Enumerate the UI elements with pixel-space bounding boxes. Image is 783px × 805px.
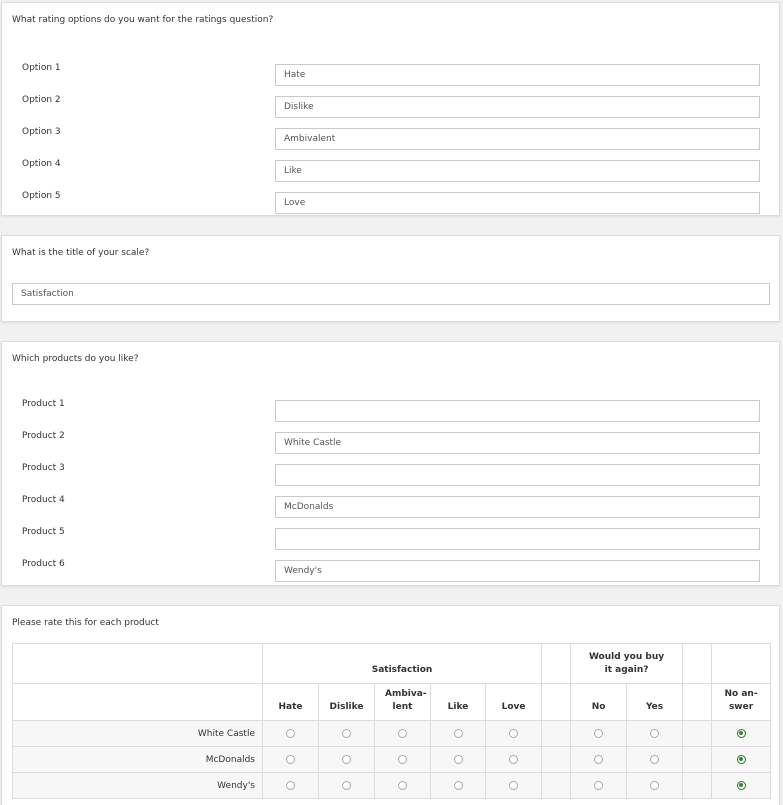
matrix-corner-2 <box>13 684 263 721</box>
radio-yes[interactable] <box>650 729 659 738</box>
radio-love[interactable] <box>509 755 518 764</box>
option-1-input[interactable]: Hate <box>275 64 760 86</box>
col-love: Love <box>486 684 542 721</box>
radio-hate[interactable] <box>286 729 295 738</box>
product-1-label: Product 1 <box>22 399 65 409</box>
spacer-cell <box>542 684 571 721</box>
product-4-input[interactable]: McDonalds <box>275 496 760 518</box>
satisfaction-group-header: Satisfaction <box>263 644 542 684</box>
radio-dislike[interactable] <box>342 781 351 790</box>
option-row <box>2 95 779 117</box>
col-ambivalent: Ambiva-lent <box>375 684 431 721</box>
option-row <box>2 191 779 213</box>
radio-hate[interactable] <box>286 755 295 764</box>
radio-like[interactable] <box>454 729 463 738</box>
product-4-label: Product 4 <box>22 495 65 505</box>
radio-no-answer[interactable] <box>737 755 746 764</box>
radio-like[interactable] <box>454 755 463 764</box>
radio-no-answer[interactable] <box>737 781 746 790</box>
radio-no[interactable] <box>594 755 603 764</box>
radio-no[interactable] <box>594 781 603 790</box>
spacer-cell <box>683 644 712 684</box>
buy-again-group-header: Would you buy it again? <box>571 644 683 684</box>
option-3-input[interactable]: Ambivalent <box>275 128 760 150</box>
spacer-cell <box>542 747 571 773</box>
spacer-cell <box>683 721 712 747</box>
product-3-input[interactable] <box>275 464 760 486</box>
option-5-input[interactable]: Love <box>275 192 760 214</box>
product-row <box>2 399 779 421</box>
rating-matrix-question: Please rate this for each product <box>12 618 159 628</box>
matrix-corner <box>13 644 263 684</box>
option-4-input[interactable]: Like <box>275 160 760 182</box>
product-5-label: Product 5 <box>22 527 65 537</box>
rating-matrix-card <box>1 605 780 805</box>
option-1-label: Option 1 <box>22 63 61 73</box>
scale-title-input[interactable]: Satisfaction <box>12 283 770 305</box>
col-no-answer: No an-swer <box>712 684 771 721</box>
option-2-input[interactable]: Dislike <box>275 96 760 118</box>
option-4-label: Option 4 <box>22 159 61 169</box>
product-3-label: Product 3 <box>22 463 65 473</box>
product-1-input[interactable] <box>275 400 760 422</box>
products-question: Which products do you like? <box>12 354 139 364</box>
radio-love[interactable] <box>509 781 518 790</box>
product-row <box>2 431 779 453</box>
radio-dislike[interactable] <box>342 729 351 738</box>
product-2-input[interactable]: White Castle <box>275 432 760 454</box>
col-hate: Hate <box>263 684 319 721</box>
option-3-label: Option 3 <box>22 127 61 137</box>
rating-options-card <box>1 2 780 216</box>
radio-no-answer[interactable] <box>737 729 746 738</box>
spacer-cell <box>542 773 571 799</box>
product-6-label: Product 6 <box>22 559 65 569</box>
table-row <box>13 773 771 799</box>
product-row <box>2 463 779 485</box>
option-5-label: Option 5 <box>22 191 61 201</box>
rating-options-question: What rating options do you want for the ratings question? <box>12 15 274 25</box>
no-answer-group-header <box>712 644 771 684</box>
radio-ambivalent[interactable] <box>398 755 407 764</box>
radio-hate[interactable] <box>286 781 295 790</box>
option-row <box>2 127 779 149</box>
products-card <box>1 341 780 586</box>
spacer-cell <box>683 684 712 721</box>
radio-no[interactable] <box>594 729 603 738</box>
table-row <box>13 721 771 747</box>
spacer-cell <box>683 747 712 773</box>
radio-ambivalent[interactable] <box>398 781 407 790</box>
option-2-label: Option 2 <box>22 95 61 105</box>
row-product-label: McDonalds <box>13 747 263 773</box>
table-row <box>13 747 771 773</box>
row-product-label: White Castle <box>13 721 263 747</box>
product-5-input[interactable] <box>275 528 760 550</box>
product-2-label: Product 2 <box>22 431 65 441</box>
col-like: Like <box>431 684 486 721</box>
product-row <box>2 527 779 549</box>
radio-yes[interactable] <box>650 781 659 790</box>
col-yes: Yes <box>627 684 683 721</box>
col-dislike: Dislike <box>319 684 375 721</box>
rating-matrix-table <box>12 643 771 799</box>
radio-love[interactable] <box>509 729 518 738</box>
row-product-label: Wendy's <box>13 773 263 799</box>
spacer-cell <box>683 773 712 799</box>
scale-title-question: What is the title of your scale? <box>12 248 150 258</box>
option-row <box>2 63 779 85</box>
radio-like[interactable] <box>454 781 463 790</box>
product-6-input[interactable]: Wendy's <box>275 560 760 582</box>
radio-dislike[interactable] <box>342 755 351 764</box>
option-row <box>2 159 779 181</box>
product-row <box>2 559 779 581</box>
radio-ambivalent[interactable] <box>398 729 407 738</box>
spacer-cell <box>542 644 571 684</box>
radio-yes[interactable] <box>650 755 659 764</box>
col-no: No <box>571 684 627 721</box>
scale-title-card <box>1 235 780 322</box>
product-row <box>2 495 779 517</box>
spacer-cell <box>542 721 571 747</box>
